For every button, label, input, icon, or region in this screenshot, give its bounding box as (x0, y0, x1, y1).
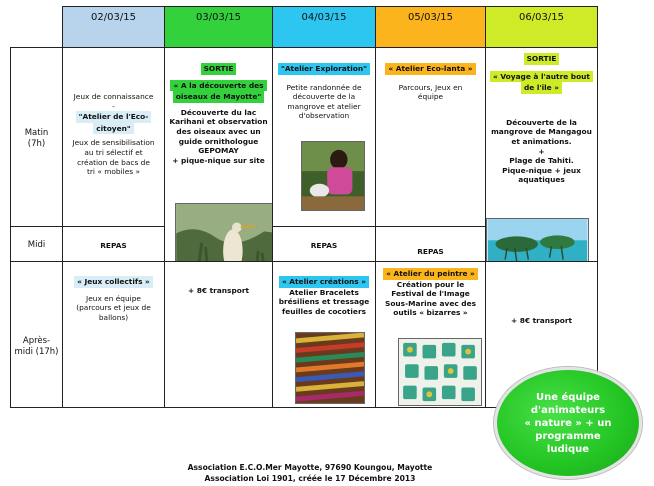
cell-midday-day3 (272, 226, 376, 262)
activity-title: « Atelier créations » (279, 276, 369, 288)
activity-text: Sous-Marine avec des (385, 298, 476, 308)
activity-text: Petite randonnée de (286, 82, 362, 92)
activity-text: et animations. (511, 136, 572, 146)
activity-title: « Atelier Eco-lanta » (385, 63, 475, 75)
meal-label: REPAS (417, 247, 444, 256)
activity-text: ballons) (98, 312, 129, 322)
activity-title: « Atelier du peintre » (383, 268, 478, 280)
day-header-2 (164, 6, 273, 48)
activity-text: Création pour le (396, 279, 465, 289)
cell-afternoon-day4 (375, 261, 486, 408)
activity-text: + pique-nique sur site (172, 155, 265, 165)
cell-morning-day2 (164, 47, 273, 262)
badge-text: d'animateurs (530, 404, 606, 416)
day-header-5 (485, 6, 598, 48)
activity-text: des oiseaux avec un (176, 126, 261, 136)
meal-label: REPAS (310, 241, 338, 250)
activity-title: citoyen" (93, 123, 133, 135)
painting-photo (398, 338, 482, 406)
day-header-1 (62, 6, 165, 48)
badge-text: ludique (546, 443, 590, 455)
activity-text: Plage de Tahiti. (509, 156, 574, 166)
schedule-grid (10, 6, 598, 408)
row-label-afternoon (10, 261, 63, 408)
activity-text: équipe (417, 92, 444, 102)
activity-text: aquatiques (518, 175, 565, 185)
activity-text: - (112, 101, 115, 111)
footer-line-1: Association E.C.O.Mer Mayotte, 97690 Koungou, Mayotte (187, 463, 433, 472)
activity-text: d'observation (298, 111, 350, 121)
row-label-midday (10, 226, 63, 262)
activity-text: découverte de la (292, 92, 356, 102)
activity-text: Karihani et observation (169, 117, 268, 127)
cell-midday-day1 (62, 226, 165, 262)
badge-text: « nature » + un (524, 417, 612, 429)
badge-text: Une équipe (536, 391, 600, 403)
activity-text: Festival de l'Image (391, 289, 470, 299)
activity-text: Jeux de connaissance (73, 92, 154, 101)
activity-text: + (538, 146, 545, 156)
day-label: 03/03/15 (196, 12, 241, 23)
activity-text: Jeux en équipe (86, 293, 141, 303)
cell-morning-day5 (485, 47, 598, 262)
day-header-3 (272, 6, 376, 48)
mangrove-photo (301, 141, 365, 211)
cell-morning-day3 (272, 47, 376, 227)
activity-text: feuilles de cocotiers (282, 306, 366, 316)
meal-label: REPAS (100, 241, 127, 250)
activity-title: "Atelier Exploration" (278, 63, 370, 75)
activity-text: Pique-nique + jeux (502, 165, 581, 175)
outing-label: SORTIE (201, 63, 237, 75)
row-label-morning (10, 47, 63, 227)
activity-title: de l'île » (521, 82, 562, 94)
activity-text: mangrove et atelier (287, 101, 361, 111)
activity-text: GEPOMAY (198, 146, 239, 156)
cell-morning-day4 (375, 47, 486, 227)
bracelets-photo (295, 332, 365, 404)
activity-text: Atelier Bracelets (289, 287, 359, 297)
activity-text: brésiliens et tressage (278, 297, 370, 307)
footer-line-2: Association Loi 1901, créée le 17 Décembre 2013 (204, 474, 416, 483)
day-label: 02/03/15 (91, 12, 136, 23)
row-label-text: (7h) (27, 139, 46, 149)
activity-title: « A la découverte des (170, 80, 266, 92)
day-label: 05/03/15 (408, 12, 453, 23)
activity-text: mangrove de Mangagou (491, 127, 592, 137)
cell-afternoon-day1 (62, 261, 165, 408)
activity-title: « Voyage à l'autre bout (490, 71, 593, 83)
day-label: 06/03/15 (519, 12, 564, 23)
mangrove-sea-photo (486, 218, 589, 262)
day-label: 04/03/15 (301, 12, 347, 23)
cell-afternoon-day2 (164, 261, 273, 408)
row-label-text: midi (17h) (14, 347, 59, 357)
row-label-text: Après- (22, 336, 51, 346)
activity-text: Découverte de la (506, 117, 577, 127)
transport-note: + 8€ transport (511, 316, 572, 325)
day-header-4 (375, 6, 486, 48)
bird-photo (175, 203, 273, 262)
activity-text: tri « mobiles » (87, 167, 140, 177)
cell-afternoon-day3 (272, 261, 376, 408)
row-label-text: Matin (24, 128, 49, 138)
activity-text: guide ornithologue (178, 136, 259, 146)
activity-title: oiseaux de Mayotte" (173, 91, 264, 103)
activity-text: au tri sélectif et (84, 147, 143, 157)
cell-morning-day1 (62, 47, 165, 227)
team-badge (494, 367, 642, 479)
transport-note: + 8€ transport (188, 286, 249, 295)
activity-title: « Jeux collectifs » (74, 276, 153, 288)
cell-midday-day4 (375, 226, 486, 262)
activity-title: "Atelier de l'Eco- (76, 111, 152, 123)
activity-text: (parcours et jeux de (76, 303, 151, 313)
activity-text: Découverte du lac (180, 107, 257, 117)
activity-text: Parcours, Jeux en (398, 82, 463, 92)
activity-text: création de bacs de (77, 157, 150, 167)
activity-text: outils « bizarres » (393, 308, 468, 318)
activity-text: Jeux de sensibilisation (72, 138, 155, 148)
row-label-text: Midi (27, 240, 46, 250)
badge-text: programme (535, 430, 601, 442)
outing-label: SORTIE (524, 53, 560, 65)
